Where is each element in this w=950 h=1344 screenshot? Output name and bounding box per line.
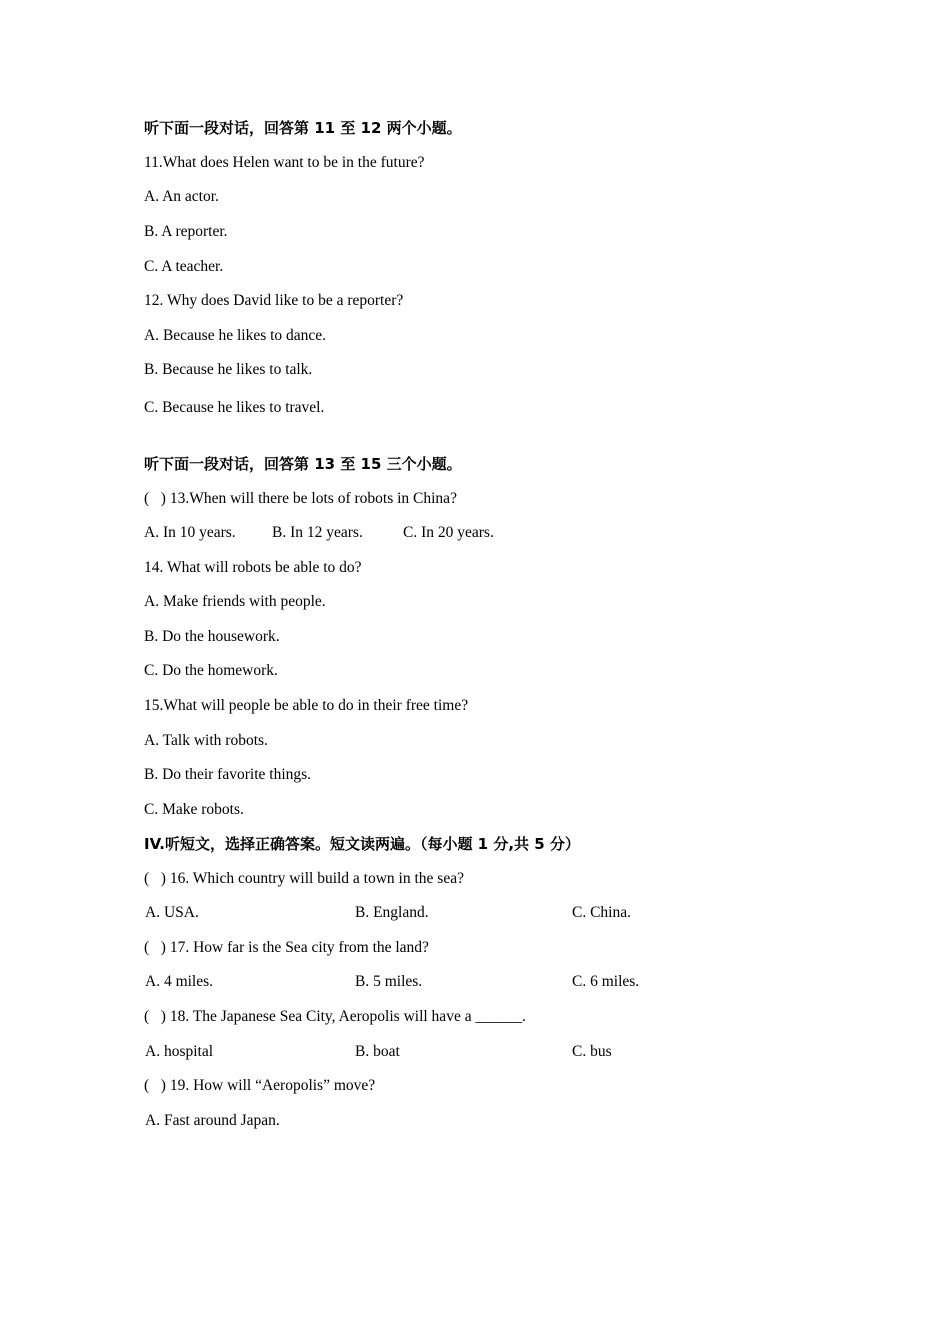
- section-heading-11-12: 听下面一段对话，回答第 11 至 12 两个小题。: [144, 119, 462, 137]
- question-16: ( ) 16. Which country will build a town in the sea?: [144, 870, 464, 887]
- question-15: 15.What will people be able to do in their free time?: [144, 697, 469, 714]
- q14-option-a: A. Make friends with people.: [144, 593, 326, 610]
- q18-option-a: A. hospital: [145, 1043, 214, 1060]
- q11-option-b: B. A reporter.: [144, 223, 228, 240]
- q11-option-a: A. An actor.: [144, 188, 219, 205]
- q13-option-b: B. In 12 years.: [272, 524, 363, 541]
- q17-option-a: A. 4 miles.: [145, 973, 214, 990]
- q19-option-a: A. Fast around Japan.: [145, 1112, 280, 1129]
- q17-option-c: C. 6 miles.: [572, 973, 640, 990]
- q15-option-a: A. Talk with robots.: [144, 732, 268, 749]
- q16-option-b: B. England.: [355, 904, 429, 921]
- question-17: ( ) 17. How far is the Sea city from the land?: [144, 939, 429, 956]
- q15-option-b: B. Do their favorite things.: [144, 766, 312, 783]
- q12-option-c: C. Because he likes to travel.: [144, 399, 325, 416]
- question-18: ( ) 18. The Japanese Sea City, Aeropolis will have a ______.: [144, 1008, 526, 1025]
- q13-option-a: A. In 10 years.: [144, 524, 236, 541]
- q12-option-a: A. Because he likes to dance.: [144, 327, 327, 344]
- question-12: 12. Why does David like to be a reporter?: [144, 292, 404, 309]
- section-heading-13-15: 听下面一段对话，回答第 13 至 15 三个小题。: [144, 455, 462, 473]
- q11-option-c: C. A teacher.: [144, 258, 224, 275]
- question-14: 14. What will robots be able to do?: [144, 559, 362, 576]
- q14-option-c: C. Do the homework.: [144, 662, 278, 679]
- section-heading-iv: IV.听短文，选择正确答案。短文读两遍。（每小题 1 分,共 5 分）: [144, 835, 580, 853]
- q16-option-c: C. China.: [572, 904, 631, 921]
- q13-option-c: C. In 20 years.: [403, 524, 494, 541]
- q12-option-b: B. Because he likes to talk.: [144, 361, 313, 378]
- question-13: ( ) 13.When will there be lots of robots in China?: [144, 490, 457, 507]
- q15-option-c: C. Make robots.: [144, 801, 244, 818]
- q17-option-b: B. 5 miles.: [355, 973, 423, 990]
- q18-option-c: C. bus: [572, 1043, 612, 1060]
- q14-option-b: B. Do the housework.: [144, 628, 280, 645]
- question-11: 11.What does Helen want to be in the future?: [144, 154, 425, 171]
- question-19: ( ) 19. How will “Aeropolis” move?: [144, 1077, 376, 1094]
- q18-option-b: B. boat: [355, 1043, 400, 1060]
- q16-option-a: A. USA.: [145, 904, 199, 921]
